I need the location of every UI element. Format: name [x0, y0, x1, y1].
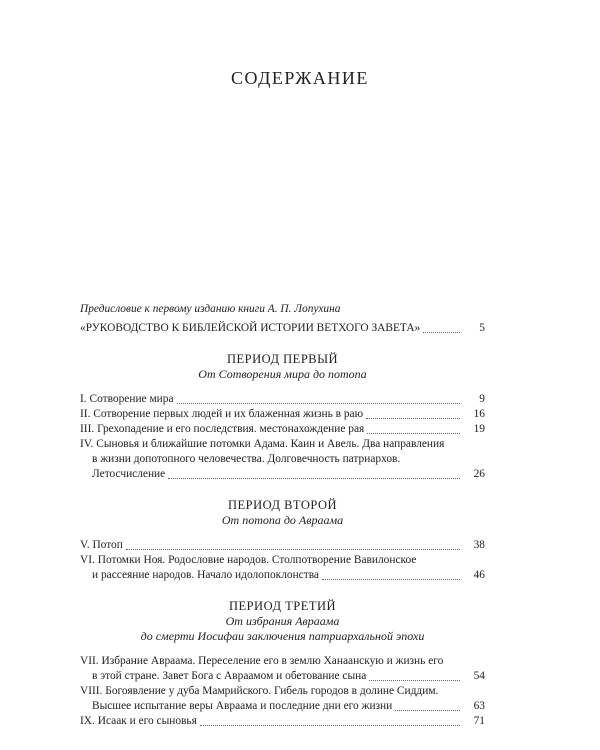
period-heading: ПЕРИОД ТРЕТИЙ [228, 599, 337, 613]
preface-entry[interactable] [80, 321, 485, 336]
page-title: СОДЕРЖАНИЕ [231, 68, 369, 88]
leader-dots [366, 417, 460, 419]
preface-line-2: «РУКОВОДСТВО К БИБЛЕЙСКОЙ ИСТОРИИ ВЕТХОГО ЗАВЕТА» [80, 322, 421, 334]
page-number: 5 [479, 322, 485, 334]
leader-dots [126, 548, 460, 550]
leader-dots [395, 709, 460, 711]
page-number: 16 [473, 408, 485, 420]
leader-dots [177, 402, 460, 404]
toc-entry-text: IX. Исаак и его сыновья [80, 715, 197, 727]
toc-entry-text: III. Грехопадение и его последствия. местонахождение рая [80, 423, 365, 435]
toc-entry[interactable] [80, 684, 485, 714]
leader-dots [423, 331, 460, 333]
toc-entry-text: VIII. Богоявление у дуба Мамрийского. Гибель городов в долине Сиддим. [80, 685, 439, 697]
leader-dots [367, 432, 460, 434]
toc-entry[interactable] [80, 392, 485, 407]
toc-entry-text: и рассеяние народов. Начало идолопоклонства [92, 569, 319, 581]
period-subtitle: От потопа до Авраама [221, 513, 344, 527]
period-subtitle: до смерти Иосифаи заключения патриархальной эпохи [140, 629, 425, 643]
page-number: 63 [473, 700, 485, 712]
toc-entry-text: Летосчисление [92, 468, 166, 480]
period-subtitle: От Сотворения мира до потопа [198, 367, 367, 381]
toc-entry[interactable] [80, 422, 485, 437]
toc-entry[interactable] [80, 553, 485, 583]
toc-entry-text: V. Потоп [80, 539, 123, 551]
toc-entry[interactable] [80, 654, 485, 684]
period-subtitle: От избрания Авраама [225, 614, 340, 628]
page-number: 54 [473, 670, 485, 682]
toc-entry-text: IV. Сыновья и ближайшие потомки Адама. Каин и Авель. Два направления [80, 438, 445, 450]
page-number: 19 [473, 423, 485, 435]
toc-entry[interactable] [80, 538, 485, 553]
preface-line-1: Предисловие к первому изданию книги А. П. Лопухина [80, 303, 341, 315]
leader-dots [168, 477, 460, 479]
table-of-contents [80, 302, 485, 729]
leader-dots [322, 578, 460, 580]
toc-entry-text: Высшее испытание веры Авраама и последние дни его жизни [92, 700, 393, 712]
page-number: 26 [473, 468, 485, 480]
period-heading: ПЕРИОД ПЕРВЫЙ [226, 352, 339, 366]
page-number: 38 [473, 539, 485, 551]
toc-entry[interactable] [80, 714, 485, 729]
page-number: 9 [479, 393, 485, 405]
toc-entry-text: I. Сотворение мира [80, 393, 174, 405]
toc-entry[interactable] [80, 407, 485, 422]
toc-entry[interactable] [80, 437, 485, 482]
toc-entry-text: II. Сотворение первых людей и их блаженная жизнь в раю [80, 408, 364, 420]
leader-dots [369, 679, 460, 681]
page-number: 71 [473, 715, 485, 727]
leader-dots [200, 724, 460, 726]
toc-entry-text: VI. Потомки Ноя. Родословие народов. Столпотворение Вавилонское [80, 554, 417, 566]
period-heading: ПЕРИОД ВТОРОЙ [227, 498, 338, 512]
toc-entry-text: в жизни допотопного человечества. Долговечность патриархов. [92, 453, 401, 465]
page-number: 46 [473, 569, 485, 581]
toc-entry-text: VII. Избрание Авраама. Переселение его в землю Ханаанскую и жизнь его [80, 655, 444, 667]
toc-entry-text: в этой стране. Завет Бога с Авраамом и обетование сына [92, 670, 367, 682]
